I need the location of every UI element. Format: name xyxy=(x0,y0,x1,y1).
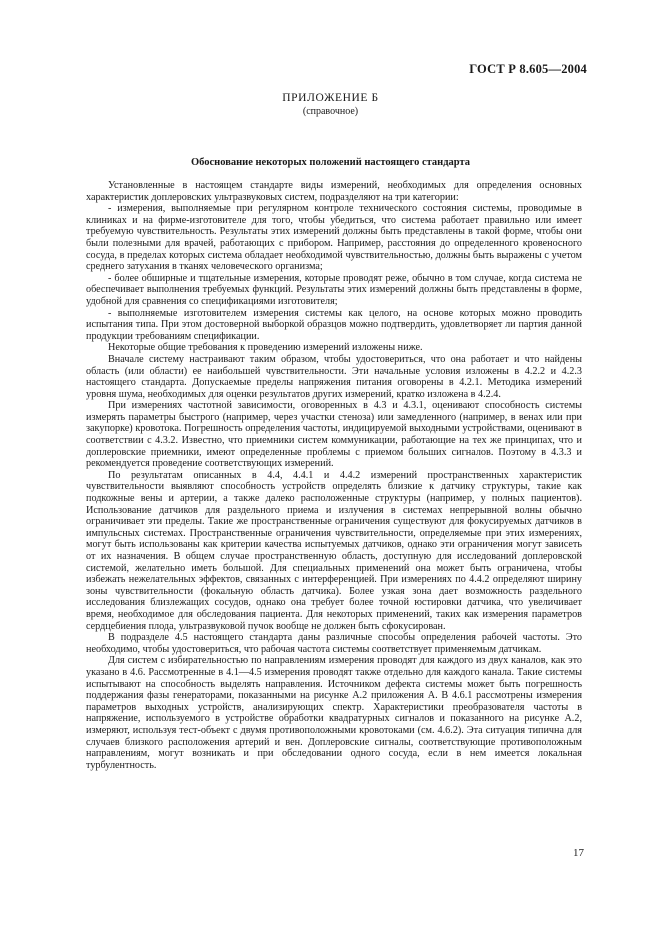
paragraph: В подразделе 4.5 настоящего стандарта даны различные способы определения рабочей частоты. Это необходимо, чтобы удостовериться, что рабочая частота системы соответствует применяемым датчикам. xyxy=(86,632,582,655)
list-item: - выполняемые изготовителем измерения системы как целого, на основе которых можно проводить испытания типа. При этом достоверной выборкой образцов можно подтвердить, удовлетворяет ли партия данной продукции требованиям спецификации. xyxy=(86,307,582,342)
standard-header: ГОСТ Р 8.605—2004 xyxy=(469,62,587,76)
section-heading: Обоснование некоторых положений настоящего стандарта xyxy=(190,157,471,168)
body-text xyxy=(86,180,582,771)
paragraph: Вначале систему настраивают таким образом, чтобы удостовериться, что она работает и что найдены область (или области) ее наибольшей чувствительности. Эти начальные условия изложены в 4.2.2 и 4.2.3 настоящего стандарта. Допускаемые пределы напряжения питания оговорены в 4.2.1. Методика измерений уровня шума, необходимых для оценки результатов других измерений, кратко изложена в 4.2.4. xyxy=(86,353,582,400)
paragraph-intro: Установленные в настоящем стандарте виды измерений, необходимых для определения основных характеристик доплеровских ультразвуковых систем, подразделяют на три категории: xyxy=(86,180,582,203)
paragraph: Некоторые общие требования к проведению измерений изложены ниже. xyxy=(108,342,423,354)
list-item: - измерения, выполняемые при регулярном контроле технического состояния системы, проводимые в клиниках и на фирме-изготовителе для того, чтобы убедиться, что система работает правильно или имеет требуемую чувствительность. Результаты этих измерений должны быть представлены в такой форме, чтобы они были полезными для врачей, работающих с прибором. Например, расстояния до определенного кровеносного сосуда, в пределах которых система обладает необходимой чувствительностью, должны быть выражены с учетом среднего затухания в тканях человеческого организма; xyxy=(86,203,582,273)
paragraph: При измерениях частотной зависимости, оговоренных в 4.3 и 4.3.1, оценивают способность системы измерять параметры быстрого (например, через участки стеноза) или замедленного (например, в венах или при закупорке) кровотока. Погрешность определения частоты, индицируемой выходными устройствами, оценивают в соответствии с 4.3.2. Известно, что приемники систем коммуникации, работающие на тех же принципах, что и доплеровские приемники, имеют определенные проблемы с приемом больших сигналов. Поэтому в 4.3.3 и рекомендуется проведение соответствующих измерений. xyxy=(86,400,582,470)
paragraph: По результатам описанных в 4.4, 4.4.1 и 4.4.2 измерений пространственных характеристик чувствительности выявляют способность устройств определять близкие к датчику структуры, такие как подкожные вены и артерии, а также далеко расположенные структуры (например, у полных пациентов). Использование датчиков для раздельного приема и излучения в системах непрерывной волны обычно ограничивает эти пределы. Такие же пространственные ограничения существуют для фокусируемых датчиков в импульсных системах. Пространственные ограничения чувствительности, определяемые при этих измерениях, могут быть использованы как критерии качества испытуемых датчиков, однако эти ограничения могут зависеть от их назначения. В общем случае пространственную область, доступную для исследований доплеровской системой, желательно иметь большой. Для специальных применений она может быть ограничена, чтобы избежать нежелательных эффектов, связанных с интерференцией. При измерениях по 4.4.2 определяют ширину зоны чувствительности (фокальную область датчика). Более узкая зона дает возможность раздельного исследования близлежащих сосудов, однако она требует более точной юстировки датчика, что увеличивает время, необходимое для обследования пациента. Для некоторых применений, таких как измерения параметров сердцебиения плода, ультразвуковой пучок вообще не должен быть сфокусирован. xyxy=(86,469,582,632)
appendix-subtitle: (справочное) xyxy=(302,106,359,117)
appendix-title: ПРИЛОЖЕНИЕ Б xyxy=(282,92,379,104)
list-item: - более обширные и тщательные измерения, которые проводят реже, обычно в том случае, когда система не обеспечивает выполнения требуемых функций. Результаты этих измерений должны быть представлены в форме, удобной для сравнения со спецификациями изготовителя; xyxy=(86,272,582,307)
page-number: 17 xyxy=(573,847,584,859)
paragraph: Для систем с избирательностью по направлениям измерения проводят для каждого из двух каналов, как это указано в 4.6. Рассмотренные в 4.1—4.5 измерения проводят также отдельно для каждого канала. Такие системы испытывают на способность выделять направления. Источником дефекта системы может быть погрешность поддержания фазы генераторами, показанными на рисунке А.2 приложения А. В 4.6.1 рассмотрены измерения параметров выходных устройств, анализирующих спектр. Характеристики преобразователя частоты в напряжение, используемого в устройстве обработки квадратурных сигналов и показанного на рисунке А.2, измеряют, используя тест-объект с двумя противоположными кровотоками (см. 4.6.2). Эта ситуация типична для случаев близкого расположения артерий и вен. Доплеровские сигналы, соответствующие противоположным направлениям, могут возникать и при обследовании одного сосуда, если в нем имеется локальная турбулентность. xyxy=(86,655,582,771)
